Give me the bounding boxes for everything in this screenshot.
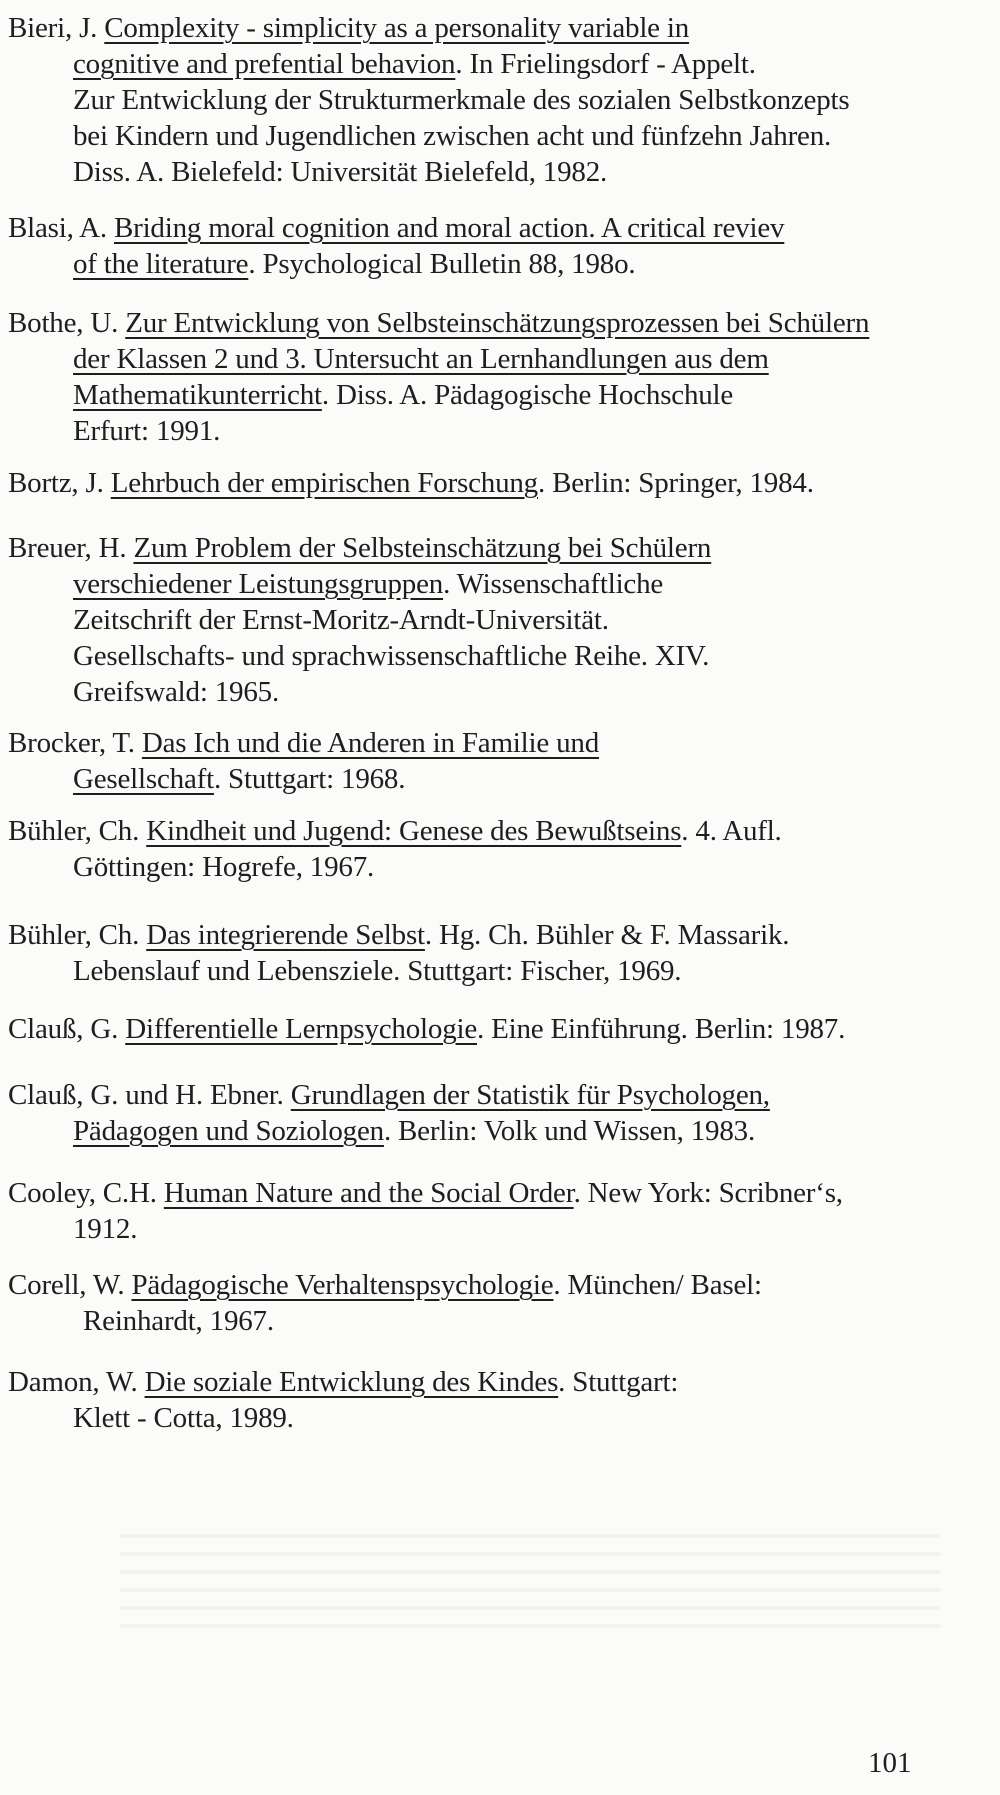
citation-text: Bieri, J. [8,12,105,44]
entry-line [8,118,988,154]
citation-text: Damon, W. [8,1366,145,1398]
entry-line [8,953,988,989]
bibliography-entry [8,305,988,449]
citation-text: Greifswald: 1965. [73,676,280,708]
bibliography-entry [8,10,988,190]
underlined-title: Mathematikunterricht [73,379,322,411]
citation-text: Lebenslauf und Lebensziele. Stuttgart: Fischer, 1969. [73,955,682,987]
citation-text: . Psychological Bulletin 88, 198o. [248,248,636,280]
citation-text: Clauß, G. [8,1013,126,1045]
citation-text: Klett - Cotta, 1989. [73,1402,294,1434]
underlined-title: Grundlagen der Statistik für Psychologen, [290,1079,770,1111]
bleed-through-shadow [120,1520,940,1640]
entry-line [8,246,988,282]
page-number: 101 [868,1747,912,1779]
underlined-title: Pädagogen und Soziologen [73,1115,384,1147]
citation-text: Göttingen: Hogrefe, 1967. [73,851,375,883]
underlined-title: Das integrierende Selbst [146,919,425,951]
underlined-title: Kindheit und Jugend: Genese des Bewußtseins [146,815,682,847]
bibliography-entry [8,530,988,710]
citation-text: Clauß, G. und H. Ebner. [8,1079,291,1111]
citation-text: Zeitschrift der Ernst-Moritz-Arndt-Universität. [73,604,609,636]
citation-text: Corell, W. [8,1269,132,1301]
bibliography-entry [8,1364,988,1436]
entry-line [8,377,988,413]
underlined-title: of the literature [73,248,249,280]
entry-line [8,341,988,377]
entry-line [8,1400,988,1436]
citation-text: Zur Entwicklung der Strukturmerkmale des sozialen Selbstkonzepts [73,84,850,116]
underlined-title: Differentielle Lernpsychologie [125,1013,478,1045]
underlined-title: Complexity - simplicity as a personality variable in [104,12,690,44]
entry-line [8,813,988,849]
citation-text: . Eine Einführung. Berlin: 1987. [477,1013,846,1045]
entry-line [8,1113,988,1149]
bibliography-entry [8,210,988,282]
citation-text: . München/ Basel: [553,1269,762,1301]
underlined-title: Zur Entwicklung von Selbsteinschätzungsprozessen bei Schülern [125,307,870,339]
entry-line [8,761,988,797]
citation-text: . Diss. A. Pädagogische Hochschule [321,379,734,411]
underlined-title: Pädagogische Verhaltenspsychologie [131,1269,554,1301]
entry-line [8,849,988,885]
citation-text: . Stuttgart: [558,1366,679,1398]
underlined-title: verschiedener Leistungsgruppen [73,568,444,600]
citation-text: . New York: Scribner‘s, [573,1177,843,1209]
entry-line [8,1303,988,1339]
entry-line [8,465,988,501]
citation-text: . Wissenschaftliche [443,568,664,600]
entry-line [8,46,988,82]
entry-line [8,674,988,710]
citation-text: Bühler, Ch. [8,919,147,951]
bibliography-entry [8,917,988,989]
citation-text: . Stuttgart: 1968. [213,763,406,795]
underlined-title: Zum Problem der Selbsteinschätzung bei Schülern [133,532,712,564]
underlined-title: cognitive and prefential behavion [73,48,456,80]
citation-text: Gesellschafts- und sprachwissenschaftliche Reihe. XIV. [73,640,710,672]
citation-text: Bühler, Ch. [8,815,147,847]
citation-text: Cooley, C.H. [8,1177,164,1209]
entry-line [8,566,988,602]
underlined-title: Das Ich und die Anderen in Familie und [141,727,599,759]
underlined-title: der Klassen 2 und 3. Untersucht an Lernhandlungen aus dem [73,343,769,375]
citation-text: Bortz, J. [8,467,111,499]
entry-line [8,530,988,566]
underlined-title: Lehrbuch der empirischen Forschung [110,467,538,499]
bibliography-entry [8,1175,988,1247]
citation-text: . Hg. Ch. Bühler & F. Massarik. [424,919,790,951]
citation-text: bei Kindern und Jugendlichen zwischen acht und fünfzehn Jahren. [73,120,832,152]
citation-text: Blasi, A. [8,212,114,244]
citation-text: . Berlin: Springer, 1984. [537,467,814,499]
bibliography-entry [8,1011,988,1047]
entry-line [8,82,988,118]
bibliography-entry [8,1077,988,1149]
entry-line [8,1211,988,1247]
underlined-title: Human Nature and the Social Order [163,1177,574,1209]
bibliography-entry [8,1267,988,1339]
citation-text: 1912. [73,1213,138,1245]
entry-line [8,1011,988,1047]
citation-text: . Berlin: Volk und Wissen, 1983. [383,1115,756,1147]
citation-text: . 4. Aufl. [681,815,782,847]
citation-text: . In Frielingsdorf - Appelt. [455,48,756,80]
citation-text: Brocker, T. [8,727,142,759]
entry-line [8,1175,988,1211]
underlined-title: Briding moral cognition and moral action. A critical reviev [113,212,785,244]
citation-text: Bothe, U. [8,307,126,339]
entry-line [8,725,988,761]
citation-text: Diss. A. Bielefeld: Universität Bielefeld, 1982. [73,156,608,188]
entry-line [8,10,988,46]
citation-text: Erfurt: 1991. [73,415,221,447]
entry-line [8,210,988,246]
entry-line [8,305,988,341]
underlined-title: Gesellschaft [73,763,214,795]
entry-line [8,638,988,674]
bibliography-entry [8,813,988,885]
entry-line [8,1364,988,1400]
bibliography-entry [8,465,988,501]
citation-text: Reinhardt, 1967. [83,1305,274,1337]
entry-line [8,1267,988,1303]
entry-line [8,413,988,449]
entry-line [8,917,988,953]
bibliography-entry [8,725,988,797]
citation-text: Breuer, H. [8,532,134,564]
entry-line [8,602,988,638]
entry-line [8,154,988,190]
underlined-title: Die soziale Entwicklung des Kindes [144,1366,559,1398]
entry-line [8,1077,988,1113]
